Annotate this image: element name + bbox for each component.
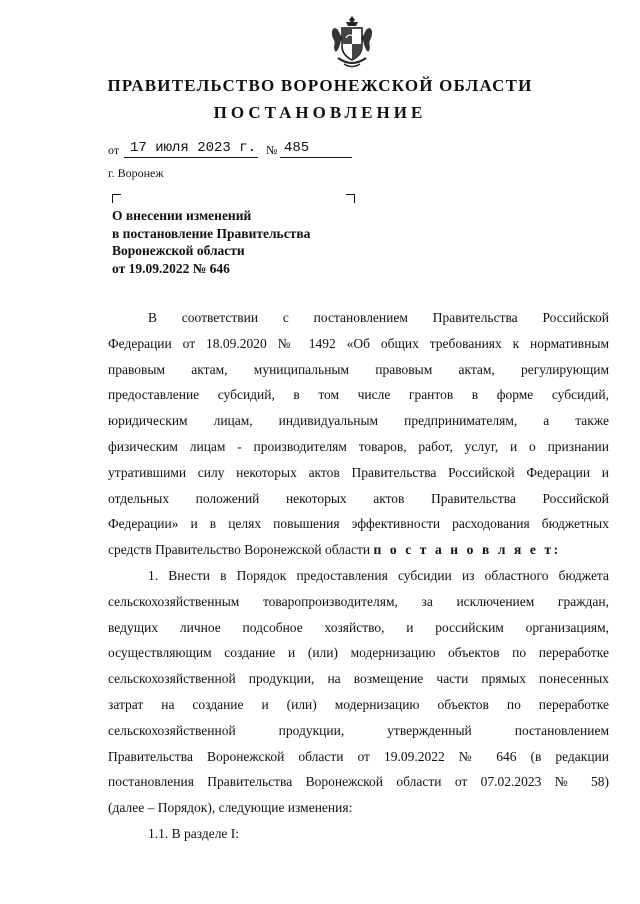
body-line: постановления Правительства Воронежской области от 07.02.2023 № 58) [108,774,609,790]
body-line: утратившими силу некоторых актов Правительства Российской Федерации и [108,464,609,480]
body-line: 1. Внести в Порядок предоставления субсидии из областного бюджета [148,567,609,583]
dateline [108,138,368,160]
document-body [108,305,609,847]
subject-line: Воронежской области [112,243,245,258]
body-line: осуществляющим создание и (или) модернизацию объектов по переработке [108,645,609,661]
document-type: ПОСТАНОВЛЕНИЕ [213,103,427,122]
subject-corner-left [112,194,121,203]
document-date: 17 июля 2023 г. [130,140,257,156]
subject-title [112,207,310,277]
body-line [108,537,609,563]
date-from-label: от [108,143,120,157]
body-line: Федерации от 18.09.2020 № 1492 «Об общих требованиях к нормативным [108,335,609,351]
body-line: (далее – Порядок), следующие изменения: [108,800,353,816]
resolves-word: п о с т а н о в л я е т: [373,542,561,558]
number-label: № [266,143,278,157]
subject-line: от 19.09.2022 № 646 [112,260,230,276]
body-line: В соответствии с постановлением Правительства Российской [148,310,609,325]
body-line: сельскохозяйственной продукции, утвержденный постановлением [108,722,609,738]
body-line-text: средств Правительство Воронежской области [108,542,371,558]
body-line: юридическим лицам, индивидуальным предпринимателям, а также [108,413,609,429]
government-title: ПРАВИТЕЛЬСТВО ВОРОНЕЖСКОЙ ОБЛАСТИ [107,76,533,95]
city-name: г. Воронеж [108,166,164,180]
body-line: сельскохозяйственным товаропроизводителям, за исключением граждан, [108,593,609,609]
body-line: отдельных положений некоторых актов Правительства Российской [108,490,609,506]
body-line: Федерации» и в целях повышения эффективности расходования бюджетных [108,516,609,532]
body-line: Правительства Воронежской области от 19.09.2022 № 646 (в редакции [108,748,609,764]
subject-line: О внесении изменений [112,208,252,223]
body-line: сельскохозяйственной продукции, на возмещение части прямых понесенных [108,671,609,687]
document-number: 485 [284,140,310,156]
body-line: правовым актам, муниципальным правовым актам, регулирующим [108,361,609,377]
body-line: 1.1. В разделе I: [148,825,240,841]
body-line: затрат на создание и (или) модернизацию объектов по переработке [108,696,609,712]
body-line: предоставление субсидий, в том числе грантов в форме субсидий, [108,387,609,403]
subject-corner-right [346,194,355,203]
coat-of-arms-icon [328,14,376,72]
subject-line: в постановление Правительства [112,225,311,241]
body-line: физическим лицам - производителям товаров, работ, услуг, и о признании [108,438,609,454]
body-line: ведущих личное подсобное хозяйство, и российским организациям, [108,619,609,635]
